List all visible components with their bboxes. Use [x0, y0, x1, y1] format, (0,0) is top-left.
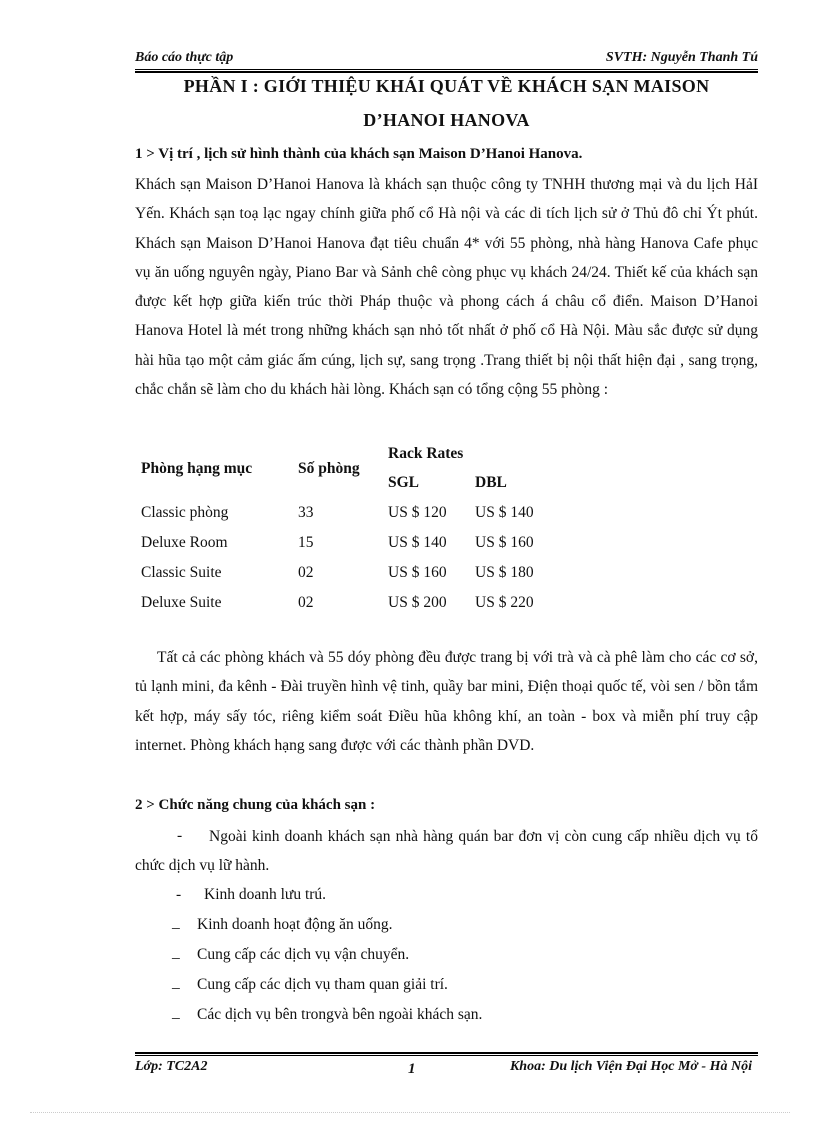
footer-right: Khoa: Du lịch Viện Đại Học Mở - Hà Nội [509, 1059, 752, 1074]
footer-left: Lớp: TC2A2 [135, 1059, 208, 1074]
row-2-count: 15 [298, 534, 314, 551]
header-left: Báo cáo thực tập [135, 50, 234, 65]
row-1-count: 33 [298, 504, 314, 521]
function-item-1: Ngoài kinh doanh khách sạn nhà hàng quán bar đơn vị còn cung cấp nhiều dịch vụ tổ chức dịch vụ lữ hành. [135, 828, 758, 875]
row-3-dbl: US $ 180 [475, 564, 534, 581]
list-dash: - [176, 886, 182, 903]
row-4-name: Deluxe Suite [141, 594, 222, 611]
page-number: 1 [408, 1061, 416, 1077]
function-item-3: Kinh doanh hoạt động ăn uống. [197, 916, 393, 933]
row-2-sgl: US $ 140 [388, 534, 447, 551]
function-item-4: Cung cấp các dịch vụ vận chuyển. [197, 946, 410, 963]
row-2-dbl: US $ 160 [475, 534, 534, 551]
chapter-title-line2: D’HANOI HANOVA [363, 110, 530, 130]
row-4-count: 02 [298, 594, 314, 611]
chapter-title-line1: PHẦN I : GIỚI THIỆU KHÁI QUÁT VỀ KHÁCH SẠN MAISON [183, 76, 710, 96]
page-boundary-line [30, 1112, 790, 1113]
row-1-name: Classic phòng [141, 504, 229, 521]
list-dash: _ [172, 914, 180, 931]
header-right: SVTH: Nguyễn Thanh Tú [605, 50, 758, 65]
col-header-count: Số phòng [298, 460, 360, 477]
function-item-2: Kinh doanh lưu trú. [204, 886, 327, 903]
row-1-sgl: US $ 120 [388, 504, 447, 521]
page-footer [135, 1059, 758, 1079]
list-dash: _ [172, 1004, 180, 1021]
function-item-6: Các dịch vụ bên trongvà bên ngoài khách sạn. [197, 1006, 483, 1023]
col-header-dbl: DBL [475, 474, 507, 491]
function-item-5: Cung cấp các dịch vụ tham quan giải trí. [197, 976, 448, 993]
section1-heading: 1 > Vị trí , lịch sử hình thành của khách sạn Maison D’Hanoi Hanova. [135, 146, 583, 162]
list-dash: _ [172, 944, 180, 961]
list-dash: - [177, 827, 183, 844]
row-3-count: 02 [298, 564, 314, 581]
header-rule [135, 69, 758, 73]
section1-paragraph: Khách sạn Maison D’Hanoi Hanova là khách sạn thuộc công ty TNHH thương mại và du lịch HảI Yến. Khách sạn toạ lạc ngay chính giữa phố cổ Hà nội và các di tích lịch sử ở Thủ đô chỉ Ýt phút. Khách sạn Maison D’Hanoi Hanova đạt tiêu chuẩn 4* với 55 phòng, nhà hàng Hanova Cafe phục vụ ăn uống nguyên ngày, Piano Bar và Sảnh chê còng phục vụ khách 24/24. Thiết kế của khách sạn được kết hợp giữa kiến trúc thời Pháp thuộc và phong cách á châu cổ điển. Maison D’Hanoi Hanova Hotel là mét trong những khách sạn nhỏ tốt nhất ở phố cổ Hà Nội. Màu sắc được sử dụng hài hũa tạo một cảm giác ấm cúng, lịch sự, sang trọng .Trang thiết bị nội thất hiện đại , sang trọng, chắc chắn sẽ làm cho du khách hài lòng. Khách sạn có tổng cộng 55 phòng : [135, 176, 758, 399]
row-2-name: Deluxe Room [141, 534, 228, 551]
page-header [135, 50, 758, 68]
row-4-sgl: US $ 200 [388, 594, 447, 611]
row-3-name: Classic Suite [141, 564, 222, 581]
section2-heading: 2 > Chức năng chung của khách sạn : [135, 797, 376, 813]
col-header-sgl: SGL [388, 474, 420, 491]
row-1-dbl: US $ 140 [475, 504, 534, 521]
amenities-paragraph: Tất cả các phòng khách và 55 dóy phòng đều được trang bị với trà và cà phê làm cho các cơ sở, tủ lạnh mini, đa kênh - Đài truyền hình vệ tinh, quầy bar mini, Điện thoại quốc tế, vòi sen / bồn tắm kết hợp, máy sấy tóc, riêng kiểm soát Điều hũa không khí, an toàn - box và miễn phí truy cập internet. Phòng khách hạng sang được với các thành phần DVD. [135, 649, 758, 754]
row-4-dbl: US $ 220 [475, 594, 534, 611]
list-dash: _ [172, 974, 180, 991]
col-header-category: Phòng hạng mục [141, 460, 253, 477]
col-header-rates: Rack Rates [388, 445, 464, 462]
row-3-sgl: US $ 160 [388, 564, 447, 581]
footer-rule [135, 1052, 758, 1056]
